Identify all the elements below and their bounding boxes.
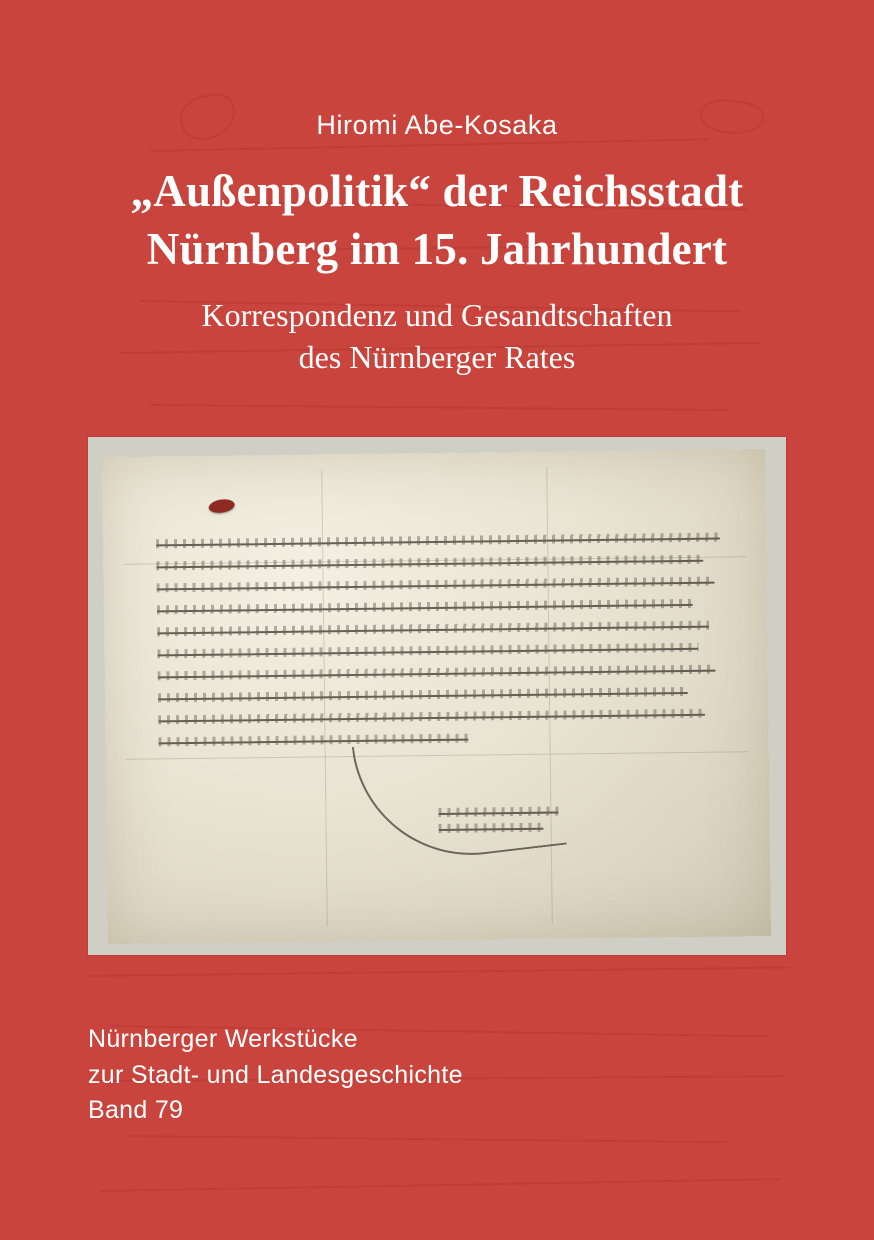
book-title-line-1: „Außenpolitik“ der Reichsstadt: [130, 166, 744, 216]
series-block: [88, 1022, 463, 1129]
title-block: [0, 163, 874, 379]
book-subtitle-line-1: Korrespondenz und Gesandtschaften: [201, 297, 673, 334]
series-volume: Band 79: [88, 1096, 184, 1124]
pen-flourish: [352, 723, 567, 868]
author-name: Hiromi Abe-Kosaka: [316, 110, 558, 140]
manuscript-signature: [438, 811, 588, 845]
parchment-document: [102, 448, 771, 943]
book-title-line-2: Nürnberg im 15. Jahrhundert: [146, 223, 728, 274]
wax-seal: [208, 497, 236, 514]
book-subtitle-line-2: des Nürnberger Rates: [298, 339, 576, 376]
manuscript-text-block: [157, 537, 723, 764]
series-title-line-1: Nürnberger Werkstücke: [88, 1025, 358, 1053]
cover-photograph: [88, 437, 786, 955]
series-title-line-2: zur Stadt- und Landesgeschichte: [88, 1060, 463, 1089]
